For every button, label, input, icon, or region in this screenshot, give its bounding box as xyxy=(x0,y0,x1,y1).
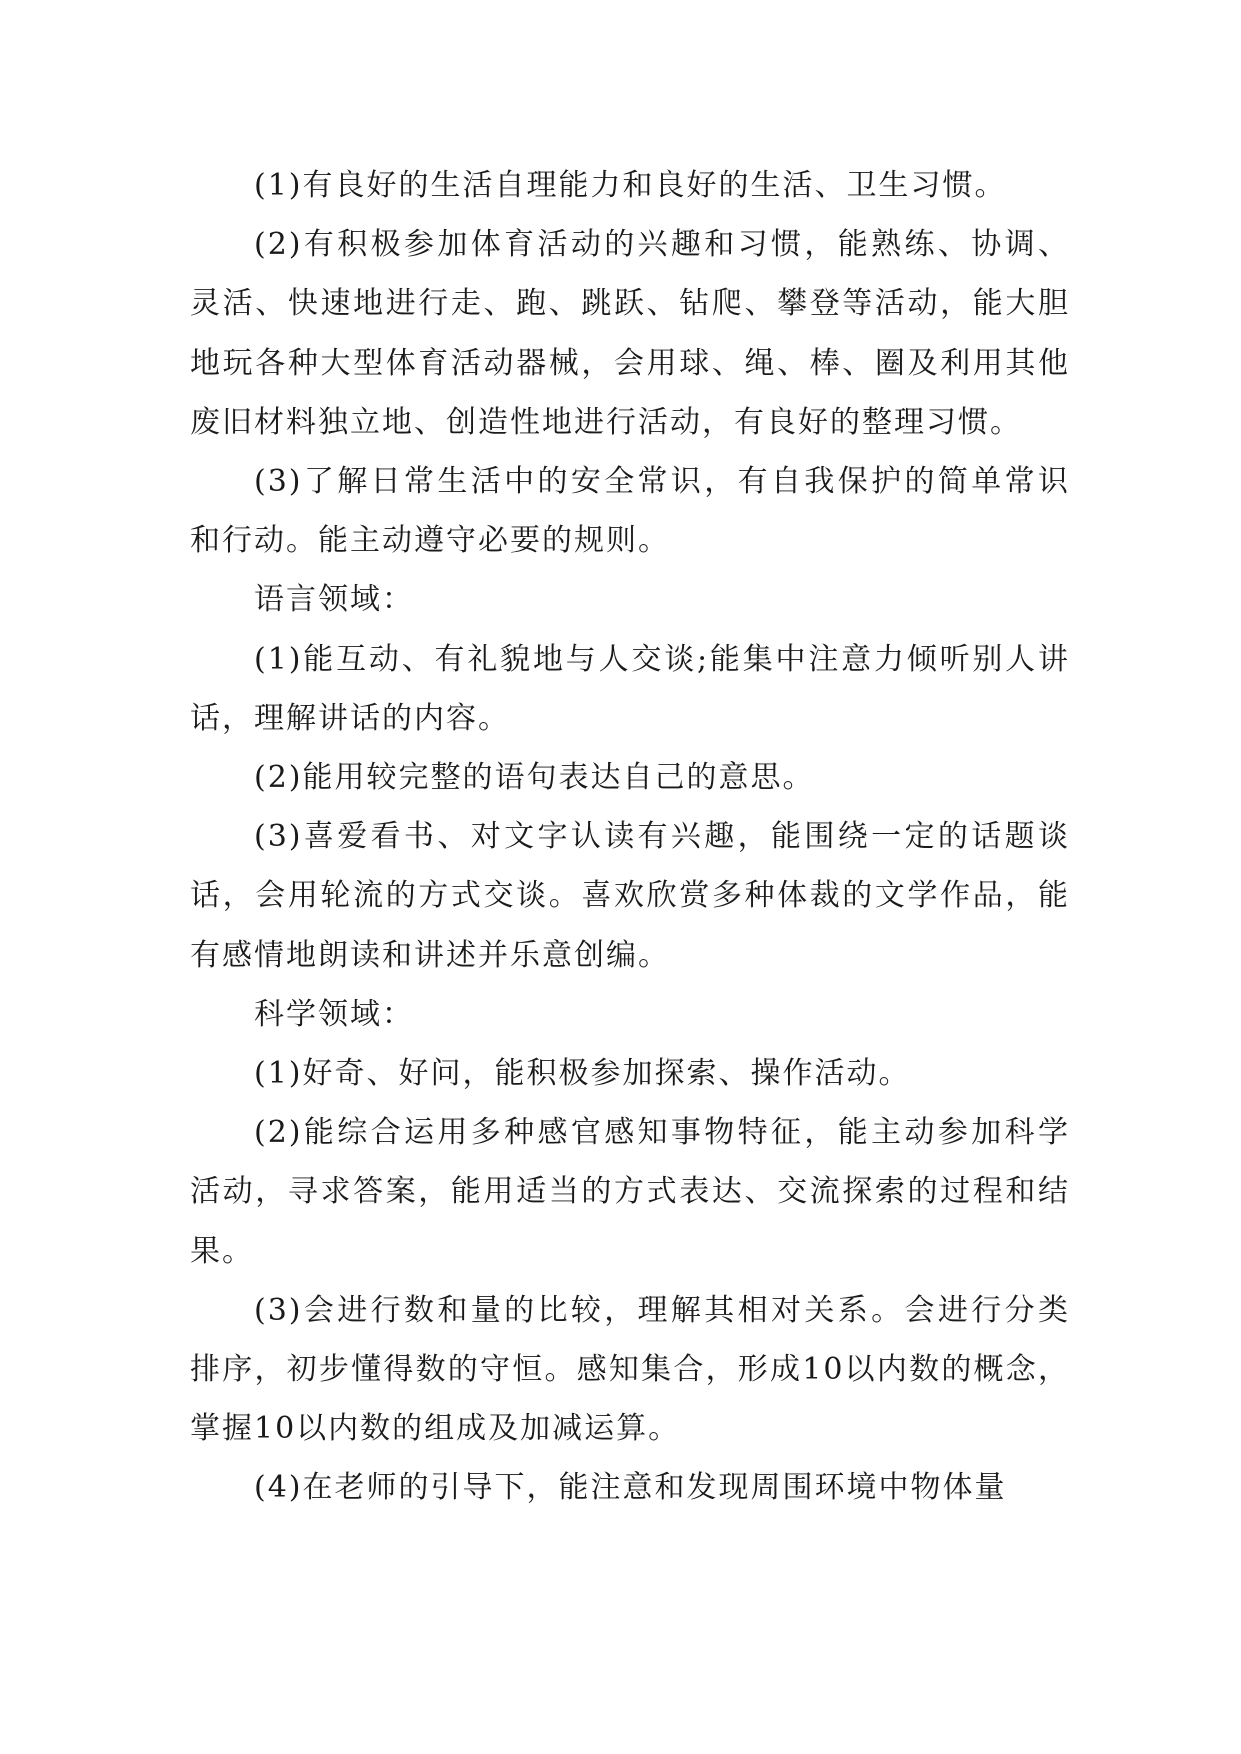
paragraph-language-2: (2)能用较完整的语句表达自己的意思。 xyxy=(254,760,815,796)
paragraph-science-2: (2)能综合运用多种感官感知事物特征，能主动参加科学活动，寻求答案，能用适当的方式表达、交流探索的过程和结果。 xyxy=(190,1115,1070,1269)
heading-language-domain: 语言领域： xyxy=(254,582,414,618)
paragraph-science-1: (1)好奇、好问，能积极参加探索、操作活动。 xyxy=(254,1056,911,1092)
heading-science-domain: 科学领域： xyxy=(254,996,414,1032)
paragraph-language-1: (1)能互动、有礼貌地与人交谈;能集中注意力倾听别人讲话，理解讲话的内容。 xyxy=(190,641,1070,736)
paragraph-health-2: (2)有积极参加体育活动的兴趣和习惯，能熟练、协调、灵活、快速地进行走、跑、跳跃、钻爬、攀登等活动，能大胆地玩各种大型体育活动器械，会用球、绳、棒、圈及利用其他废旧材料独立地、创造性地进行活动，有良好的整理习惯。 xyxy=(190,227,1070,440)
paragraph-language-3: (3)喜爱看书、对文字认读有兴趣，能围绕一定的话题谈话，会用轮流的方式交谈。喜欢欣赏多种体裁的文学作品，能有感情地朗读和讲述并乐意创编。 xyxy=(190,819,1070,973)
document-body xyxy=(190,156,1070,1518)
paragraph-science-4: (4)在老师的引导下，能注意和发现周围环境中物体量 xyxy=(254,1470,1007,1506)
paragraph-health-1: (1)有良好的生活自理能力和良好的生活、卫生习惯。 xyxy=(254,168,1007,203)
paragraph-health-3: (3)了解日常生活中的安全常识，有自我保护的简单常识和行动。能主动遵守必要的规则。 xyxy=(190,464,1070,559)
paragraph-science-3: (3)会进行数和量的比较，理解其相对关系。会进行分类排序，初步懂得数的守恒。感知集合，形成10以内数的概念，掌握10以内数的组成及加减运算。 xyxy=(190,1292,1070,1447)
